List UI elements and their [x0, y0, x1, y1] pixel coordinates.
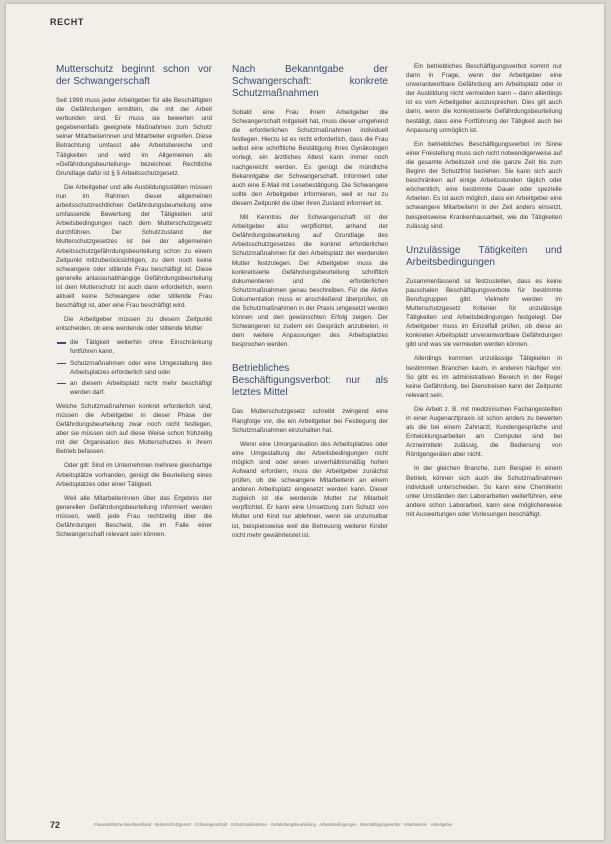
page-number: 72 — [50, 820, 61, 830]
paragraph: Ein betriebliches Beschäftigungsverbot kommt nur dann in Frage, wenn der Arbeitgeber eine unverantwortbare Gefährdung am Arbeitsplatz oder in der Ausbildung nicht vermeiden kann – dann allerdings ist es vom Arbeitgeber auszusprechen. Dies gilt auch dann, wenn die konkretisierte Gefährdungsbeurteilung bestätigt, dass eine Fortführung der Tätigkeit auch bei Anpassung unmöglich ist. — [406, 63, 562, 134]
heading-mutterschutz: Mutterschutz beginnt schon vor der Schwangerschaft — [56, 64, 212, 87]
footer-credit-line: Frauenärztliche Berufsverband · Mutterschutzgesetz · Schwangerschaft · Schutzmaßnahmen · Gefährdungsbeurteilung · Arbeitsbedingungen · Beschäftigungsverbot · Mitarbeiterin · Arbeitgeber — [94, 822, 453, 827]
magazine-page — [6, 4, 604, 840]
paragraph: Die Arbeit z. B. mit medizinischen Fachangestellten in einer Augenarztpraxis ist schon anders zu bewerten als die bei einem Zahnarzt, Kundengespräche und Entwicklungsarbeiten am Computer sind bei Arzneimitteln zulässig, die Bedienung von Röntgengeräten aber nicht. — [406, 405, 562, 459]
dash-list — [56, 338, 212, 397]
paragraph: Wenn eine Umorganisation des Arbeitsplatzes oder eine Umgestaltung der Arbeitsbedingungen nicht möglich sind oder einen unverhältnismäßig hohen Aufwand erfordern, muss der Arbeitgeber zunächst prüfen, ob die schwangere Mitarbeiterin an einem anderen Arbeitsplatz eingesetzt werden kann. Dieser zugleich ist die werdende Mutter zur Mitarbeit verpflichtet. Er kann eine Umsetzung zum Schutz von Mutter und Kind nur ablehnen, wenn sie unzumutbar ist, beispielsweise weil die Betreuung weiterer Kinder nicht mehr gewährleistet ist. — [232, 440, 388, 539]
list-item: an diesem Arbeitsplatz nicht mehr beschäftigt werden darf. — [56, 379, 212, 397]
list-item: die Tätigkeit weiterhin ohne Einschränkung fortführen kann, — [56, 338, 212, 356]
list-item: Schutzmaßnahmen oder eine Umgestaltung des Arbeitsplatzes erforderlich sind oder — [56, 359, 212, 377]
paragraph: Die Arbeitgeber und alle Ausbildungsstätten müssen nun im Rahmen dieser allgemeinen arbeitsschutzrechtlichen Gefährdungsbeurteilung eine umfassende Bewertung der Tätigkeiten und Arbeitsbedingungen nach dem Mutterschutzgesetz durchführen. Der Schutzzustand der Mutterschutzgesetzes ist bei der allgemeinen Arbeitsschutzgefährdungsbeurteilung schon zu einem Zeitpunkt mitzuberücksichtigen, zu dem noch keine schwangere oder stillende Frau beschäftigt ist. Diese generelle anlassunabhängige Gefährdungsbeurteilung ist dem Mutterschutz ist auch dann erforderlich, wenn aktuell keine Schwangere oder stillende Frau beschäftigt ist, aber eine Frau beschäftigt wird. — [56, 183, 212, 310]
heading-unzulaessige-taetigkeiten: Unzulässige Tätigkeiten und Arbeitsbedingungen — [406, 244, 562, 268]
paragraph: Ein betriebliches Beschäftigungsverbot im Sinne einer Freistellung muss sich nicht notwendigerweise auf die gesamte Arbeitszeit und die ganze Zeit bis zum Beginn der Schutzfrist beziehen. Sie kann sich auch beschränken auf einige Arbeitsstunden täglich oder wöchentlich, eine bestimmte Dauer oder spezielle Arbeiten. Es ist auch möglich, dass ein Arbeitgeber eine schwangere Mitarbeiterin in der Zeit anders einsetzt, beispielsweise Krankenhausarbeit, wie die Tätigkeiten zulässig sind. — [406, 140, 562, 230]
heading-beschaeftigungsverbot: Betriebliches Beschäftigungsverbot: nur als letztes Mittel — [232, 363, 388, 399]
paragraph: Seit 1998 muss jeder Arbeitgeber für alle Beschäftigten die Gefährdungen ermitteln, die mit der Arbeit verbunden sind. Er muss sie bewerten und gegebenenfalls geeignete Maßnahmen zum Schutz seiner Mitarbeiterinnen und Mitarbeiter ergreifen. Diese Betrachtung umfasst alle Arbeitsbereiche und Tätigkeiten und wird im Allgemeinen als »Gefährdungsbeurteilung« bezeichnet. Rechtliche Grundlage dafür ist § 5 Arbeitsschutzgesetz. — [56, 97, 212, 177]
column-left — [56, 64, 212, 544]
paragraph: Mit Kenntnis der Schwangerschaft ist der Arbeitgeber also verpflichtet, anhand der Gefährdungsbeurteilung auf Grundlage des Arbeitsschutzgesetzes die konkret erforderlichen Schutzmaßnahmen für den Arbeitsplatz der werdenden Mutter festzulegen. Der Arbeitgeber muss die konkretisierte Gefährdungsbeurteilung schriftlich dokumentieren und die erforderlichen Schutzmaßnahmen genau beschreiben. Für die Aktive Dokumentation muss er anschließend überprüfen, ob die Schutzmaßnahmen in der Praxis umgesetzt werden können und den gewünschten Erfolg zeigen. Der Schwangeren ist zudem ein Gespräch anzubieten, in dem weitere Anpassungen des Arbeitsplatzes besprochen werden. — [232, 214, 388, 349]
column-right — [406, 62, 562, 524]
column-middle — [232, 64, 388, 545]
paragraph: Allerdings kommen unzulässige Tätigkeiten in bestimmten Branchen kaum, in anderen häufiger vor. So gibt es im administrativen Bereich in der Regel keine Gefährdung, bei Dienstreisen kann der Zeitpunkt relevant sein. — [406, 355, 562, 399]
heading-schutzmassnahmen: Nach Bekanntgabe der Schwangerschaft: konkrete Schutzmaßnahmen — [232, 64, 388, 99]
paragraph: Das Mutterschutzgesetz schreibt zwingend eine Rangfolge vor, die ein Arbeitgeber bei Festlegung der Schutzmaßnahmen einzuhalten hat. — [232, 408, 388, 434]
paragraph: Welche Schutzmaßnahmen konkret erforderlich sind, müssen die Arbeitgeber in dieser Phase der Gefährdungsbeurteilung zwar noch nicht festlegen, aber sie müssen sich auf diese Weise schon frühzeitig mit der Organisation des Mutterschutzes in ihrem Betrieb befassen. — [56, 402, 212, 456]
paragraph: Zusammenfassend ist festzustellen, dass es keine pauschalen Beschäftigungsverbote für bestimmte Berufsgruppen gibt. Vielmehr werden im Mutterschutzgesetz Kriterien für unzulässige Tätigkeiten und Arbeitsbedingungen festgelegt. Der Arbeitgeber muss im Einzelfall prüfen, ob diese an konkreten Arbeitsplatz unverantwortbare Gefährdungen gibt und was sie vermieden werden können. — [406, 277, 562, 349]
section-label: RECHT — [50, 17, 84, 27]
paragraph: Weil alle Mitarbeiterinnen über das Ergebnis der generellen Gefährdungsbeurteilung informiert werden müssen, weiß jede Frau rechtzeitig über die Gefährdungen Bescheid, die im Falle einer Schwangerschaft relevant sein können. — [56, 494, 212, 539]
paragraph: In der gleichen Branche, zum Beispiel in einem Betrieb, können sich auch die Schutzmaßnahmen individuell unterscheiden. So kann eine Chemikerin unter Umständen den Laborarbeiten weiterführen, eine andere schon Laborarbeit, kann eine möglicherweise mit Auswertungen oder Vorlesungen beschäftigt. — [406, 465, 562, 518]
paragraph: Sobald eine Frau ihrem Arbeitgeber die Schwangerschaft mitgeteilt hat, muss dieser umgehend die erforderlichen Schutzmaßnahmen individuell festlegen. Hierzu ist es nicht erforderlich, dass die Frau selbst eine schriftliche Bestätigung ihres Gynäkologen vorlegt, ein ärztliches Attest kann immer noch nachgereicht werden. Es genügt die mündliche Bekanntgabe der Schwangerschaft. Informiert oder auch eine E-Mail mit Lesebestätigung. Die Schwangere sollte den Arbeitgeber informieren, weil er nur zu diesem Zeitpunkt die über ihren Zustand informiert ist. — [232, 109, 388, 207]
paragraph: Oder gilt: Sind im Unternehmen mehrere gleichartige Arbeitsplätze vorhanden, genügt die Beurteilung eines Arbeitsplatzes oder einer Tätigkeit. — [56, 462, 212, 488]
paragraph: Die Arbeitgeber müssen zu diesem Zeitpunkt entscheiden, ob eine werdende oder stillende Mutter — [56, 316, 212, 333]
